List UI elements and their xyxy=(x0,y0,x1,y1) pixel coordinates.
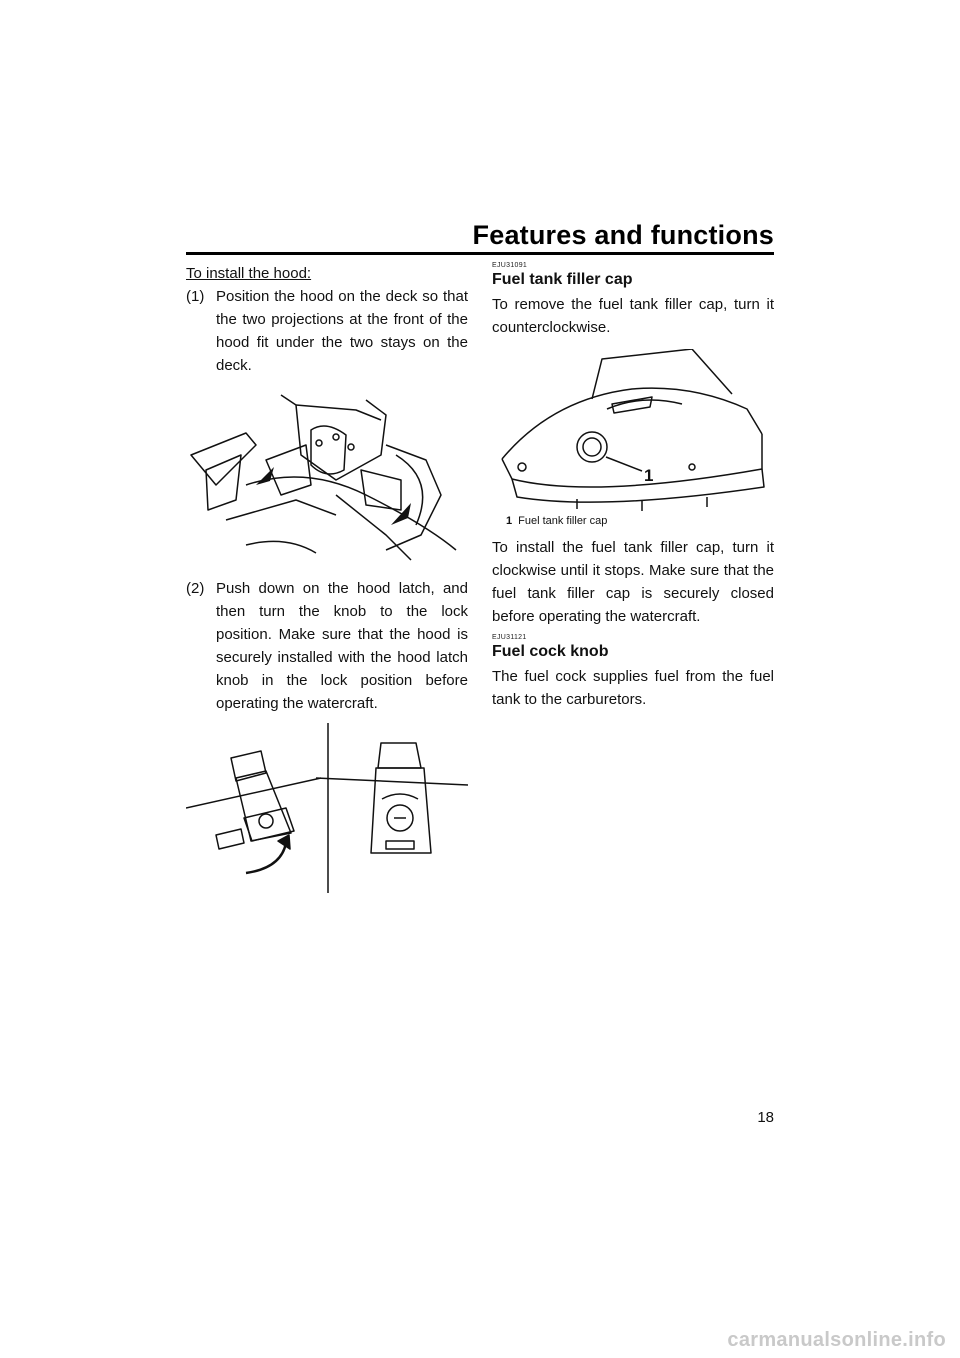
section-code-fuel-cap: EJU31091 xyxy=(492,262,528,269)
right-column xyxy=(492,262,774,711)
step-2-text: Push down on the hood latch, and then turn the knob to the lock position. Make sure that the hood is securely installed with the hood latch knob in the lock position before operating the watercraft. xyxy=(216,580,468,712)
step-1-text: Position the hood on the deck so that the two projections at the front of the hood fit under the two stays on the deck. xyxy=(216,288,468,374)
page-number: 18 xyxy=(757,1109,774,1126)
fuel-tank-filler-cap-heading: Fuel tank filler cap xyxy=(492,271,633,288)
caption-number: 1 xyxy=(506,515,513,527)
section-code-fuel-cock: EJU31121 xyxy=(492,634,527,641)
watermark: carmanualsonline.info xyxy=(727,1329,946,1351)
title-rule xyxy=(186,252,774,255)
page-title: Features and functions xyxy=(472,220,774,250)
fuel-cock-knob-heading: Fuel cock knob xyxy=(492,643,609,660)
figure-caption xyxy=(506,514,774,528)
hood-position-illustration xyxy=(186,385,468,565)
caption-text: Fuel tank filler cap xyxy=(518,515,608,527)
install-hood-subheading: To install the hood: xyxy=(186,265,312,282)
fuel-cap-remove-text: To remove the fuel tank filler cap, turn it counterclockwise. xyxy=(492,296,774,336)
step-1 xyxy=(186,285,468,377)
left-column xyxy=(186,262,468,893)
step-1-number: (1) xyxy=(186,288,205,305)
step-2 xyxy=(186,577,468,715)
hood-latch-illustration xyxy=(186,723,468,893)
fuel-cock-text: The fuel cock supplies fuel from the fuel tank to the carburetors. xyxy=(492,668,774,708)
step-2-number: (2) xyxy=(186,580,205,597)
fuel-filler-cap-illustration xyxy=(492,349,774,514)
callout-1-label: 1 xyxy=(644,466,654,485)
fuel-cap-install-text: To install the fuel tank filler cap, turn it clockwise until it stops. Make sure that the fuel tank filler cap is securely closed before operating the watercraft. xyxy=(492,539,774,625)
